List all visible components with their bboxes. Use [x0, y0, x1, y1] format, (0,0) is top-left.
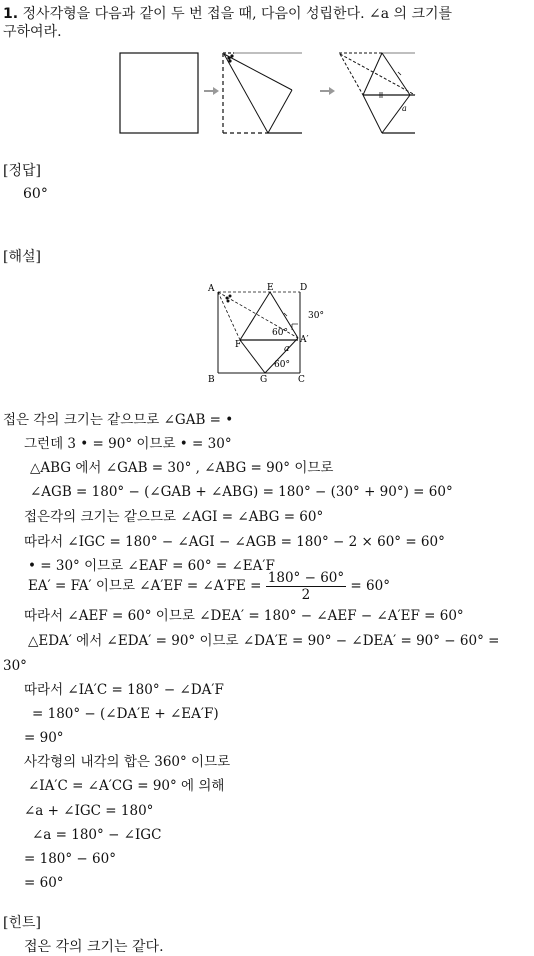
question-number: 1. [3, 6, 19, 22]
solution-line: △EDA′ 에서 ∠EDA′ = 90° 이므로 ∠DA′E = 90° − ∠DEA′ = 90° − 60° = [28, 633, 500, 649]
label-C: C [298, 375, 305, 385]
square-second-fold [339, 53, 415, 133]
folding-figure [110, 45, 430, 140]
solution-header: [해설] [3, 249, 41, 265]
solution-line: = 60° [24, 875, 64, 891]
frac-prefix: EA′ = FA′ 이므로 ∠A′EF = ∠A′FE = [28, 578, 262, 594]
solution-line: 30° [3, 658, 27, 674]
solution-line: • = 30° 이므로 ∠EAF = 60° = ∠EA′F [28, 558, 275, 574]
hint-header: [힌트] [3, 915, 41, 931]
solution-line: 사각형의 내각의 합은 360° 이므로 [24, 754, 231, 770]
solution-line: ∠a + ∠IGC = 180° [24, 803, 154, 819]
label-angle-60-top: 60° [272, 328, 288, 338]
solution-line: △ABG 에서 ∠GAB = 30° , ∠ABG = 90° 이므로 [30, 460, 334, 476]
answer-value: 60° [23, 186, 48, 202]
solution-line: 따라서 ∠IGC = 180° − ∠AGI − ∠AGB = 180° − 2 × 60° = 60° [24, 534, 445, 550]
question-text-2: 구하여라. [3, 24, 62, 40]
fraction [266, 570, 346, 603]
svg-text:a: a [402, 104, 407, 113]
label-angle-60-bottom: 60° [274, 360, 290, 370]
question-line1 [3, 2, 452, 26]
arrow-icon [320, 87, 335, 95]
solution-line: 따라서 ∠IA′C = 180° − ∠DA′F [24, 682, 224, 698]
label-B: B [208, 375, 215, 385]
label-A: A [208, 284, 215, 294]
solution-line: 그런데 3 • = 90° 이므로 • = 30° [24, 436, 232, 452]
solution-line: ∠a = 180° − ∠IGC [32, 827, 162, 843]
label-A-prime: A′ [300, 335, 309, 345]
solution-line: 접은각의 크기는 같으므로 ∠AGI = ∠ABG = 60° [24, 509, 324, 525]
arrow-icon [204, 87, 219, 95]
label-G: G [260, 375, 268, 385]
solution-line: 접은 각의 크기는 같으므로 ∠GAB = • [3, 412, 234, 428]
square-original [120, 53, 198, 133]
solution-line: ∠AGB = 180° − (∠GAB + ∠ABG) = 180° − (30° + 90°) = 60° [30, 484, 453, 500]
solution-line: = 180° − (∠DA′E + ∠EA′F) [32, 706, 219, 722]
label-angle-30: 30° [308, 311, 324, 321]
label-F: F [235, 340, 242, 350]
answer-header: [정답] [3, 163, 41, 179]
solution-figure [200, 280, 340, 390]
solution-frac-line [28, 570, 390, 603]
square-first-fold [223, 53, 302, 133]
solution-line: = 180° − 60° [24, 851, 116, 867]
question-text-1: 정사각형을 다음과 같이 두 번 접을 때, 다음이 성립한다. ∠a 의 크기를 [22, 6, 453, 22]
label-a: a [284, 344, 290, 354]
frac-denominator: 2 [301, 587, 311, 603]
label-D: D [300, 283, 308, 293]
label-E: E [267, 283, 274, 293]
hint-text: 접은 각의 크기는 같다. [24, 939, 164, 955]
solution-line: 따라서 ∠AEF = 60° 이므로 ∠DEA′ = 180° − ∠AEF − ∠A′EF = 60° [24, 608, 464, 624]
frac-numerator: 180° − 60° [267, 570, 345, 586]
frac-suffix: = 60° [350, 578, 390, 594]
solution-line: ∠IA′C = ∠A′CG = 90° 에 의해 [28, 778, 225, 794]
solution-line: = 90° [24, 730, 64, 746]
